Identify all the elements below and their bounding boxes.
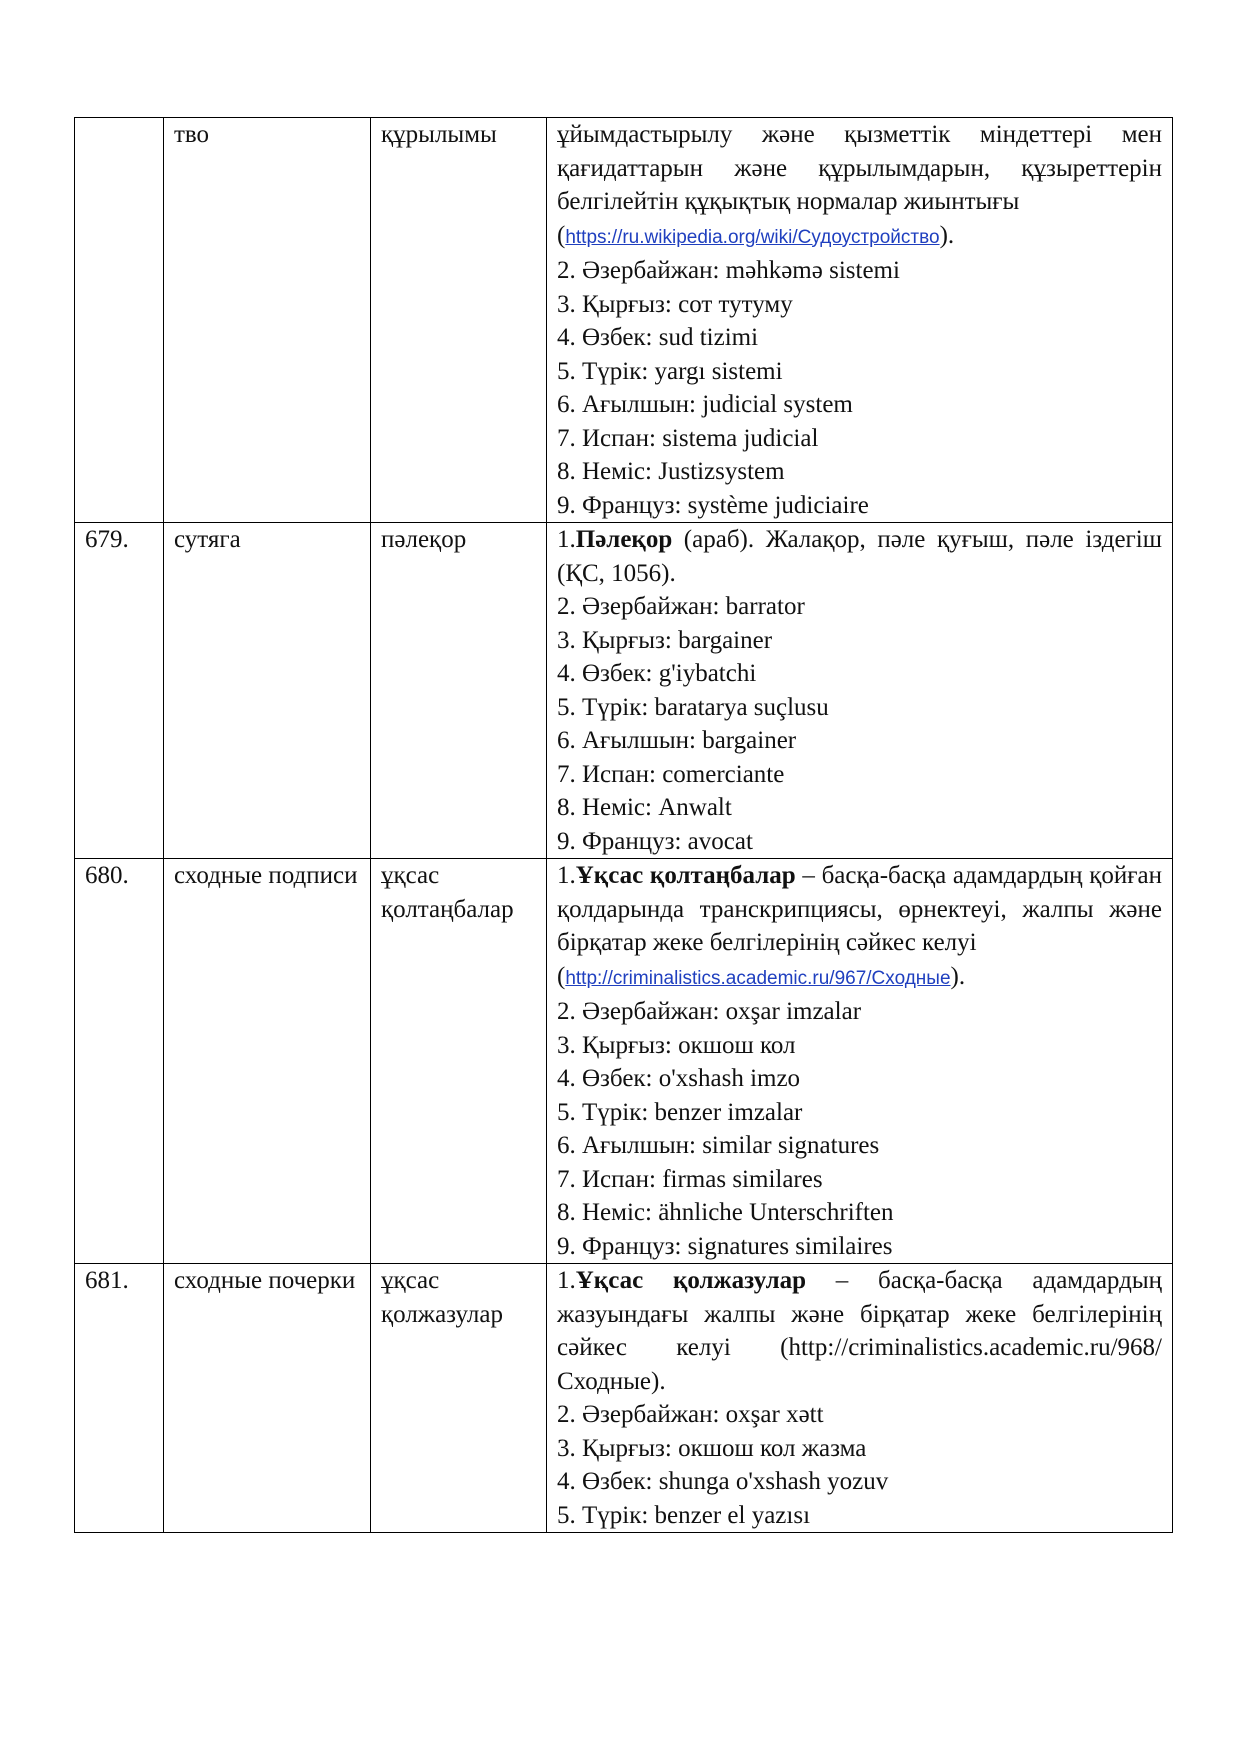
definition-text xyxy=(557,523,1162,590)
kazakh-term-cell xyxy=(371,118,547,523)
source-link[interactable]: http://criminalistics.academic.ru/967/Сходные xyxy=(565,967,951,989)
translation-line: 7. Испан: firmas similares xyxy=(557,1165,823,1193)
translation-line: 2. Әзербайжан: barrator xyxy=(557,593,805,620)
translation-line: 5. Түрік: yargı sistemi xyxy=(557,357,783,385)
translation-line: 8. Неміс: Justizsystem xyxy=(557,458,785,485)
russian-term: сходные почерки xyxy=(174,1267,356,1294)
source-citation xyxy=(557,960,1162,996)
definition-cell xyxy=(547,1264,1173,1533)
russian-term: тво xyxy=(174,121,210,148)
entry-number-cell xyxy=(75,523,164,859)
kazakh-term-cell xyxy=(371,1264,547,1533)
russian-term-cell xyxy=(164,118,371,523)
entry-number-cell xyxy=(75,859,164,1264)
definition-text xyxy=(557,859,1162,960)
translation-line: 3. Қырғыз: окшош кол жазма xyxy=(557,1434,867,1462)
kazakh-term: ұқсас қолтаңбалар xyxy=(381,862,514,923)
translation-line: 6. Ағылшын: judicial system xyxy=(557,391,853,418)
kazakh-term-cell xyxy=(371,523,547,859)
russian-term-cell xyxy=(164,859,371,1264)
definition-body: (араб). Жалақор, пәле қуғыш, пәле іздегіш (ҚС, 1056). xyxy=(557,526,1162,587)
translation-line: 8. Неміс: ähnliche Unterschriften xyxy=(557,1199,894,1226)
translation-line: 9. Француз: avocat xyxy=(557,827,753,855)
source-citation xyxy=(557,219,1162,255)
definition-body: – басқа-басқа адамдардың қойған қолдарында транскрипциясы, өрнектеуі, жалпы және бірқатар жеке белгілерінің сәйкес келуі xyxy=(557,862,1162,956)
dictionary-table-body xyxy=(75,118,1173,1533)
translation-line: 7. Испан: sistema judicial xyxy=(557,424,819,452)
translation-line: 3. Қырғыз: сот тутуму xyxy=(557,290,793,318)
translation-line: 2. Әзербайжан: məhkəmə sistemi xyxy=(557,257,900,284)
kazakh-term: ұқсас қолжазулар xyxy=(381,1267,503,1328)
translation-line: 7. Испан: comerciante xyxy=(557,760,785,788)
translation-line: 4. Өзбек: o'xshash imzo xyxy=(557,1065,801,1092)
definition-text xyxy=(557,118,1162,219)
translation-line: 3. Қырғыз: bargainer xyxy=(557,626,773,654)
translation-line: 2. Әзербайжан: oxşar imzalar xyxy=(557,998,862,1025)
definition-cell xyxy=(547,523,1173,859)
russian-term: сутяга xyxy=(174,526,241,553)
definition-body: ұйымдастырылу және қызметтік міндеттері мен қағидаттарын және құрылымдарын, құзыреттерін белгілейтін құқықтық нормалар жиынтығы xyxy=(557,121,1162,215)
translation-line: 9. Француз: système judiciaire xyxy=(557,491,869,519)
entry-number-cell xyxy=(75,1264,164,1533)
definition-headword: Ұқсас қолжазулар xyxy=(575,1267,807,1294)
definition-number: 1. xyxy=(557,862,576,889)
translation-line: 2. Әзербайжан: oxşar xətt xyxy=(557,1401,824,1428)
table-row xyxy=(75,523,1173,859)
source-close-paren: ). xyxy=(939,221,955,249)
definition-text xyxy=(557,1264,1162,1398)
kazakh-term: пәлеқор xyxy=(381,526,467,553)
kazakh-term: құрылымы xyxy=(381,121,497,148)
translation-line: 5. Түрік: benzer imzalar xyxy=(557,1098,803,1126)
definition-number: 1. xyxy=(557,1267,576,1294)
table-row xyxy=(75,118,1173,523)
translation-line: 8. Неміс: Anwalt xyxy=(557,794,732,821)
definition-cell xyxy=(547,118,1173,523)
russian-term-cell xyxy=(164,523,371,859)
russian-term-cell xyxy=(164,1264,371,1533)
source-link[interactable]: https://ru.wikipedia.org/wiki/Судоустройство xyxy=(565,226,940,248)
dictionary-table xyxy=(74,117,1173,1533)
translation-line: 4. Өзбек: sud tizimi xyxy=(557,324,759,351)
definition-headword: Пәлеқор xyxy=(575,526,673,553)
translation-line: 6. Ағылшын: bargainer xyxy=(557,727,797,754)
translation-line: 4. Өзбек: shunga o'xshash yozuv xyxy=(557,1468,889,1495)
entry-number: 680. xyxy=(85,862,129,889)
russian-term: сходные подписи xyxy=(174,862,358,889)
source-close-paren: ). xyxy=(950,962,966,990)
definition-number: 1. xyxy=(557,526,576,553)
source-open-paren: ( xyxy=(557,221,566,249)
source-open-paren: ( xyxy=(557,962,566,990)
translation-line: 5. Түрік: baratarya suçlusu xyxy=(557,693,829,721)
translation-line: 9. Француз: signatures similaires xyxy=(557,1232,893,1260)
kazakh-term-cell xyxy=(371,859,547,1264)
entry-number: 681. xyxy=(85,1267,129,1294)
table-row xyxy=(75,1264,1173,1533)
definition-cell xyxy=(547,859,1173,1264)
entry-number-cell xyxy=(75,118,164,523)
translation-line: 6. Ағылшын: similar signatures xyxy=(557,1132,880,1159)
translation-line: 4. Өзбек: g'iybatchi xyxy=(557,660,757,687)
entry-number: 679. xyxy=(85,526,129,553)
definition-headword: Ұқсас қолтаңбалар xyxy=(575,862,796,889)
translation-line: 3. Қырғыз: окшош кол xyxy=(557,1031,796,1059)
translation-line: 5. Түрік: benzer el yazısı xyxy=(557,1501,811,1529)
definition-body: – басқа-басқа адамдардың жазуындағы жалпы және бірқатар жеке белгілерінің сәйкес келуі (http://criminalistics.academic.ru/968/Сходные). xyxy=(557,1267,1163,1395)
table-row xyxy=(75,859,1173,1264)
